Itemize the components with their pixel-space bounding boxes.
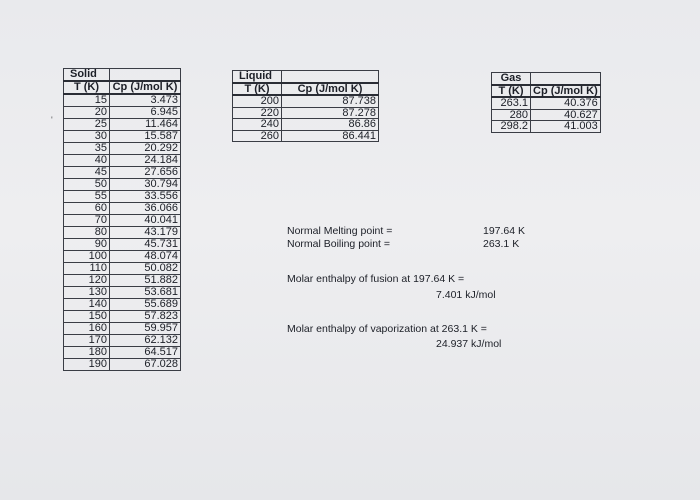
gas-cp-cell: 40.627 (531, 109, 601, 121)
gas-temperature-cell: 280 (492, 109, 531, 121)
solid-row (64, 155, 181, 167)
boiling-point-label: Normal Boiling point = (287, 238, 391, 250)
liquid-col-t: T (K) (233, 83, 282, 96)
gas-row (492, 121, 601, 133)
solid-col-cp: Cp (J/mol K) (110, 81, 181, 94)
solid-cp-cell: 57.823 (110, 311, 181, 323)
liquid-temperature-cell: 200 (233, 95, 282, 107)
solid-cp-cell: 53.681 (110, 287, 181, 299)
solid-row (64, 143, 181, 155)
solid-cp-cell: 15.587 (110, 131, 181, 143)
liquid-row (233, 107, 379, 119)
solid-row (64, 359, 181, 371)
liquid-row (233, 130, 379, 142)
solid-cp-cell: 11.464 (110, 119, 181, 131)
solid-temperature-cell: 120 (64, 275, 110, 287)
liquid-title: Liquid (233, 71, 282, 83)
solid-temperature-cell: 170 (64, 335, 110, 347)
solid-row (64, 215, 181, 227)
solid-temperature-cell: 55 (64, 191, 110, 203)
liquid-cp-cell: 87.278 (282, 107, 379, 119)
vaporization-enthalpy-label: Molar enthalpy of vaporization at 263.1 K = (287, 323, 487, 335)
solid-row (64, 323, 181, 335)
gas-cp-cell: 40.376 (531, 97, 601, 109)
solid-row (64, 179, 181, 191)
solid-cp-cell: 24.184 (110, 155, 181, 167)
solid-row (64, 239, 181, 251)
solid-row (64, 299, 181, 311)
solid-row (64, 287, 181, 299)
solid-temperature-cell: 130 (64, 287, 110, 299)
solid-row (64, 191, 181, 203)
solid-row (64, 275, 181, 287)
solid-cp-cell: 30.794 (110, 179, 181, 191)
solid-title-blank (110, 69, 181, 82)
solid-cp-cell: 43.179 (110, 227, 181, 239)
solid-row (64, 167, 181, 179)
liquid-row (233, 95, 379, 107)
solid-cp-cell: 45.731 (110, 239, 181, 251)
solid-row (64, 263, 181, 275)
gas-temperature-cell: 263.1 (492, 97, 531, 109)
solid-cp-cell: 3.473 (110, 94, 181, 107)
solid-temperature-cell: 190 (64, 359, 110, 371)
solid-cp-cell: 50.082 (110, 263, 181, 275)
solid-cp-cell: 27.656 (110, 167, 181, 179)
solid-row (64, 107, 181, 119)
liquid-col-cp: Cp (J/mol K) (282, 83, 379, 96)
solid-temperature-cell: 80 (64, 227, 110, 239)
fusion-enthalpy-label: Molar enthalpy of fusion at 197.64 K = (287, 273, 465, 285)
gas-temperature-cell: 298.2 (492, 121, 531, 133)
solid-temperature-cell: 180 (64, 347, 110, 359)
solid-temperature-cell: 140 (64, 299, 110, 311)
solid-temperature-cell: 20 (64, 107, 110, 119)
solid-col-t: T (K) (64, 81, 110, 94)
solid-cp-cell: 62.132 (110, 335, 181, 347)
solid-temperature-cell: 40 (64, 155, 110, 167)
solid-row (64, 227, 181, 239)
solid-cp-cell: 64.517 (110, 347, 181, 359)
solid-row (64, 94, 181, 107)
liquid-cp-cell: 86.441 (282, 130, 379, 142)
solid-row (64, 347, 181, 359)
gas-cp-cell: 41.003 (531, 121, 601, 133)
liquid-temperature-cell: 220 (233, 107, 282, 119)
solid-row (64, 131, 181, 143)
solid-cp-cell: 48.074 (110, 251, 181, 263)
solid-cp-cell: 59.957 (110, 323, 181, 335)
gas-col-cp: Cp (J/mol K) (531, 85, 601, 98)
gas-title: Gas (492, 73, 531, 85)
solid-title: Solid (64, 69, 110, 82)
solid-temperature-cell: 25 (64, 119, 110, 131)
solid-cp-cell: 67.028 (110, 359, 181, 371)
solid-temperature-cell: 30 (64, 131, 110, 143)
liquid-temperature-cell: 240 (233, 119, 282, 131)
solid-temperature-cell: 150 (64, 311, 110, 323)
liquid-row (233, 119, 379, 131)
gas-table (491, 72, 601, 133)
solid-temperature-cell: 70 (64, 215, 110, 227)
gas-col-t: T (K) (492, 85, 531, 98)
gas-title-blank (531, 73, 601, 85)
solid-cp-cell: 55.689 (110, 299, 181, 311)
solid-temperature-cell: 50 (64, 179, 110, 191)
solid-cp-cell: 33.556 (110, 191, 181, 203)
liquid-cp-cell: 87.738 (282, 95, 379, 107)
solid-temperature-cell: 90 (64, 239, 110, 251)
liquid-temperature-cell: 260 (233, 130, 282, 142)
fusion-enthalpy-value: 7.401 kJ/mol (436, 289, 496, 301)
gas-row (492, 109, 601, 121)
solid-cp-cell: 40.041 (110, 215, 181, 227)
melting-point-label: Normal Melting point = (287, 225, 393, 237)
solid-cp-cell: 20.292 (110, 143, 181, 155)
solid-row (64, 251, 181, 263)
vaporization-enthalpy-value: 24.937 kJ/mol (436, 338, 502, 350)
gas-row (492, 97, 601, 109)
solid-row (64, 311, 181, 323)
solid-cp-cell: 51.882 (110, 275, 181, 287)
solid-temperature-cell: 35 (64, 143, 110, 155)
solid-temperature-cell: 15 (64, 94, 110, 107)
solid-row (64, 119, 181, 131)
solid-cp-cell: 6.945 (110, 107, 181, 119)
liquid-table (232, 70, 379, 142)
liquid-title-blank (282, 71, 379, 83)
boiling-point-value: 263.1 K (483, 238, 520, 250)
melting-point-value: 197.64 K (483, 225, 526, 237)
solid-temperature-cell: 110 (64, 263, 110, 275)
solid-temperature-cell: 160 (64, 323, 110, 335)
stray-mark: ' (51, 115, 53, 125)
solid-row (64, 203, 181, 215)
liquid-cp-cell: 86.86 (282, 119, 379, 131)
solid-row (64, 335, 181, 347)
solid-table (63, 68, 181, 371)
solid-temperature-cell: 60 (64, 203, 110, 215)
solid-temperature-cell: 100 (64, 251, 110, 263)
solid-temperature-cell: 45 (64, 167, 110, 179)
solid-cp-cell: 36.066 (110, 203, 181, 215)
